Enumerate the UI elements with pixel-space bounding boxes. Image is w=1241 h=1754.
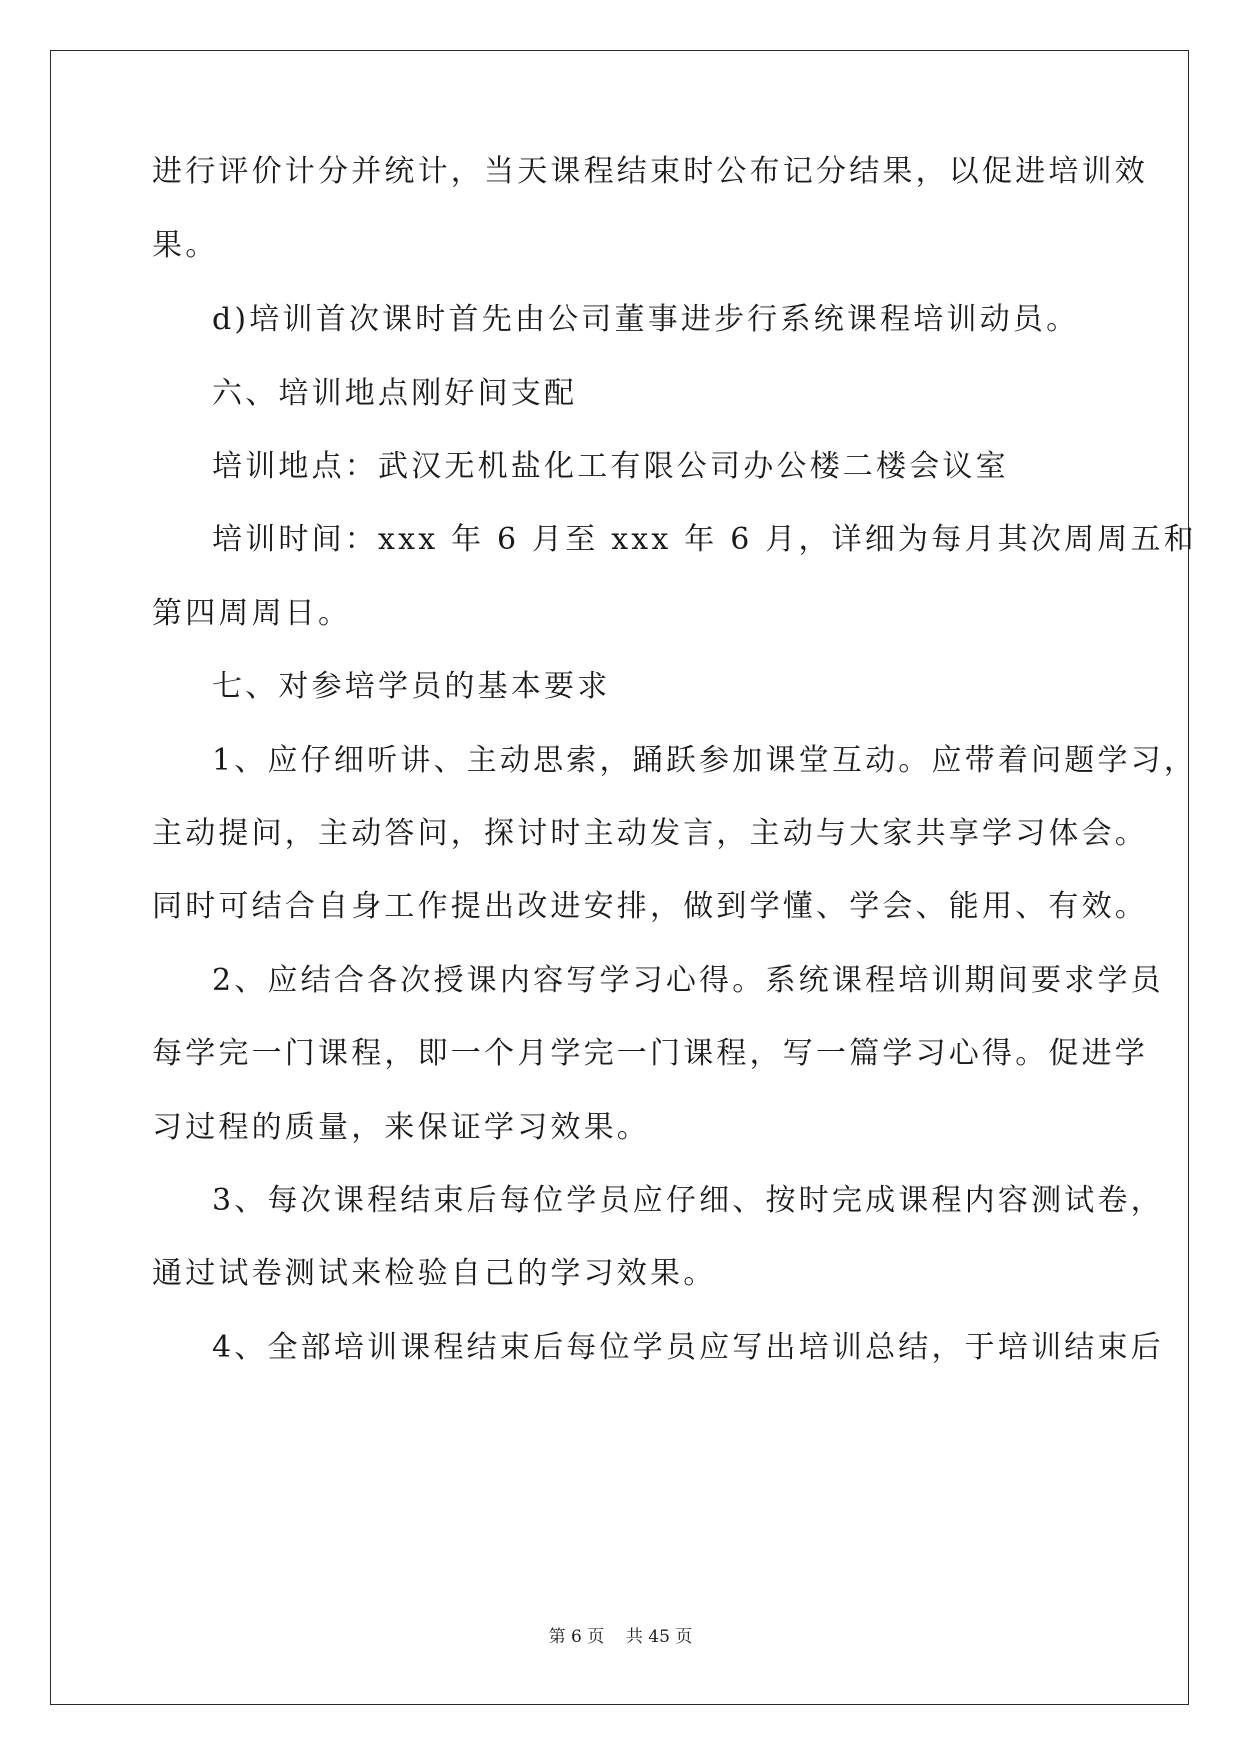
paragraph-line: 通过试卷测试来检验自己的学习效果。	[152, 1256, 717, 1291]
section-heading: 六、培训地点刚好间支配	[212, 376, 578, 411]
paragraph-line: d)培训首次课时首先由公司董事进步行系统课程培训动员。	[212, 302, 1080, 337]
paragraph-line: 每学完一门课程，即一个月学完一门课程，写一篇学习心得。促进学	[152, 1036, 1148, 1071]
paragraph-line: 习过程的质量，来保证学习效果。	[152, 1110, 650, 1145]
paragraph-line: 果。	[152, 228, 219, 263]
section-heading: 七、对参培学员的基本要求	[212, 669, 611, 704]
paragraph-line: 同时可结合自身工作提出改进安排，做到学懂、学会、能用、有效。	[152, 889, 1148, 924]
paragraph-line: 4、全部培训课程结束后每位学员应写出培训总结，于培训结束后	[212, 1330, 1164, 1365]
paragraph-line: 培训地点：武汉无机盐化工有限公司办公楼二楼会议室	[212, 449, 1009, 484]
page-number: 第 6 页 共 45 页	[548, 1627, 693, 1647]
paragraph-line: 2、应结合各次授课内容写学习心得。系统课程培训期间要求学员	[212, 963, 1164, 998]
paragraph-line: 培训时间：xxx 年 6 月至 xxx 年 6 月，详细为每月其次周周五和	[212, 522, 1197, 557]
paragraph-line: 3、每次课程结束后每位学员应仔细、按时完成课程内容测试卷，	[212, 1183, 1164, 1218]
paragraph-line: 第四周周日。	[152, 596, 352, 631]
paragraph-line: 进行评价计分并统计，当天课程结束时公布记分结果，以促进培训效	[152, 154, 1148, 189]
page-border	[50, 50, 1189, 1705]
paragraph-line: 主动提问，主动答问，探讨时主动发言，主动与大家共享学习体会。	[152, 816, 1148, 851]
paragraph-line: 1、应仔细听讲、主动思索，踊跃参加课堂互动。应带着问题学习，	[212, 743, 1198, 778]
